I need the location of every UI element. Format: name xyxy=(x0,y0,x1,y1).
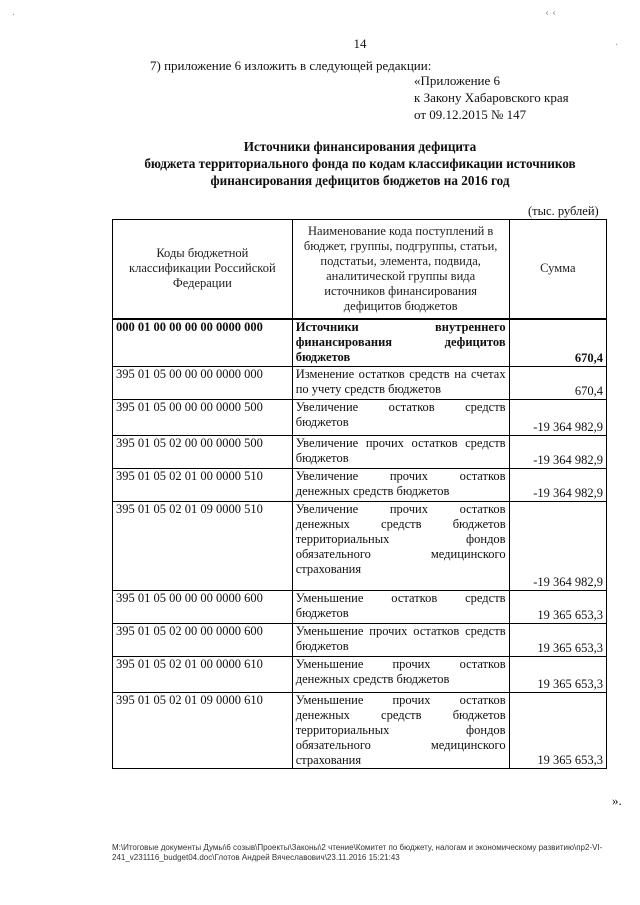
table-row xyxy=(113,591,607,624)
intro-text: 7) приложение 6 изложить в следующей редакции: xyxy=(150,58,432,73)
appendix-line-3: от 09.12.2015 № 147 xyxy=(414,107,527,122)
row-sum: -19 364 982,9 xyxy=(509,502,606,591)
table-row xyxy=(113,657,607,693)
row-name: Уменьшение прочих остатков средств бюджетов xyxy=(292,624,509,657)
row-sum: 19 365 653,3 xyxy=(509,693,606,769)
row-code: 395 01 05 00 00 00 0000 500 xyxy=(113,400,293,436)
row-sum: -19 364 982,9 xyxy=(509,400,606,436)
title-line-2: бюджета территориального фонда по кодам классификации источников xyxy=(144,156,576,171)
row-sum: 670,4 xyxy=(509,367,606,400)
title-line-3: финансирования дефицитов бюджетов на 2016 год xyxy=(210,173,510,188)
row-name: Уменьшение прочих остатков денежных средств бюджетов территориальных фондов обязательного медицинского страхования xyxy=(292,693,509,769)
file-path-footer: М:\Итоговые документы Думы\6 созыв\Проекты\Законы\2 чтение\Комитет по бюджету, налогам и экономическому развитию\пр2-VI-241_v231116_budget04.doc\Глотов Андрей Вячеславович\23.11.2016 15:21:43 xyxy=(112,843,603,862)
row-name: Увеличение прочих остатков денежных средств бюджетов xyxy=(292,469,509,502)
table-row xyxy=(113,400,607,436)
table-row xyxy=(113,624,607,657)
table-row xyxy=(113,319,607,367)
row-sum: 19 365 653,3 xyxy=(509,624,606,657)
scan-mark: · xyxy=(12,10,16,21)
row-code: 395 01 05 02 01 09 0000 510 xyxy=(113,502,293,591)
row-sum: -19 364 982,9 xyxy=(509,436,606,469)
row-name: Изменение остатков средств на счетах по учету средств бюджетов xyxy=(292,367,509,400)
row-name: Увеличение прочих остатков средств бюджетов xyxy=(292,436,509,469)
header-row xyxy=(113,220,607,319)
page-number: 14 xyxy=(353,36,367,51)
row-code: 395 01 05 00 00 00 0000 600 xyxy=(113,591,293,624)
row-code: 395 01 05 02 01 09 0000 610 xyxy=(113,693,293,769)
appendix-line-2: к Закону Хабаровского края xyxy=(414,90,569,105)
title-line-1: Источники финансирования дефицита xyxy=(243,139,477,154)
header-sum: Сумма xyxy=(509,220,606,319)
row-code: 395 01 05 02 00 00 0000 600 xyxy=(113,624,293,657)
header-name: Наименование кода поступлений в бюджет, группы, подгруппы, статьи, подстатьи, элемента, подвида, аналитической группы вида источников финансирования дефицитов бюджетов xyxy=(292,220,509,319)
sources-table xyxy=(112,219,607,769)
table-row xyxy=(113,469,607,502)
closing-quote: ». xyxy=(612,793,622,808)
row-code: 395 01 05 02 00 00 0000 500 xyxy=(113,436,293,469)
row-sum: 19 365 653,3 xyxy=(509,657,606,693)
scan-mark: · xyxy=(615,40,619,51)
table-row xyxy=(113,693,607,769)
row-name: Источники внутреннего финансирования дефицитов бюджетов xyxy=(292,319,509,367)
table-row xyxy=(113,367,607,400)
row-code: 000 01 00 00 00 00 0000 000 xyxy=(113,319,293,367)
scan-mark: ‹ ‹ xyxy=(545,8,557,19)
document-title xyxy=(80,138,640,189)
row-name: Увеличение остатков средств бюджетов xyxy=(292,400,509,436)
table-row xyxy=(113,436,607,469)
row-sum: 19 365 653,3 xyxy=(509,591,606,624)
row-code: 395 01 05 00 00 00 0000 000 xyxy=(113,367,293,400)
header-code: Коды бюджетной классификации Российской Федерации xyxy=(113,220,293,319)
row-code: 395 01 05 02 01 00 0000 610 xyxy=(113,657,293,693)
row-name: Уменьшение остатков средств бюджетов xyxy=(292,591,509,624)
table-row xyxy=(113,502,607,591)
units-label: (тыс. рублей) xyxy=(528,204,599,218)
appendix-line-1: «Приложение 6 xyxy=(414,73,501,88)
row-code: 395 01 05 02 01 00 0000 510 xyxy=(113,469,293,502)
row-sum: 670,4 xyxy=(509,319,606,367)
row-name: Уменьшение прочих остатков денежных средств бюджетов xyxy=(292,657,509,693)
row-sum: -19 364 982,9 xyxy=(509,469,606,502)
row-name: Увеличение прочих остатков денежных средств бюджетов территориальных фондов обязательного медицинского страхования xyxy=(292,502,509,591)
